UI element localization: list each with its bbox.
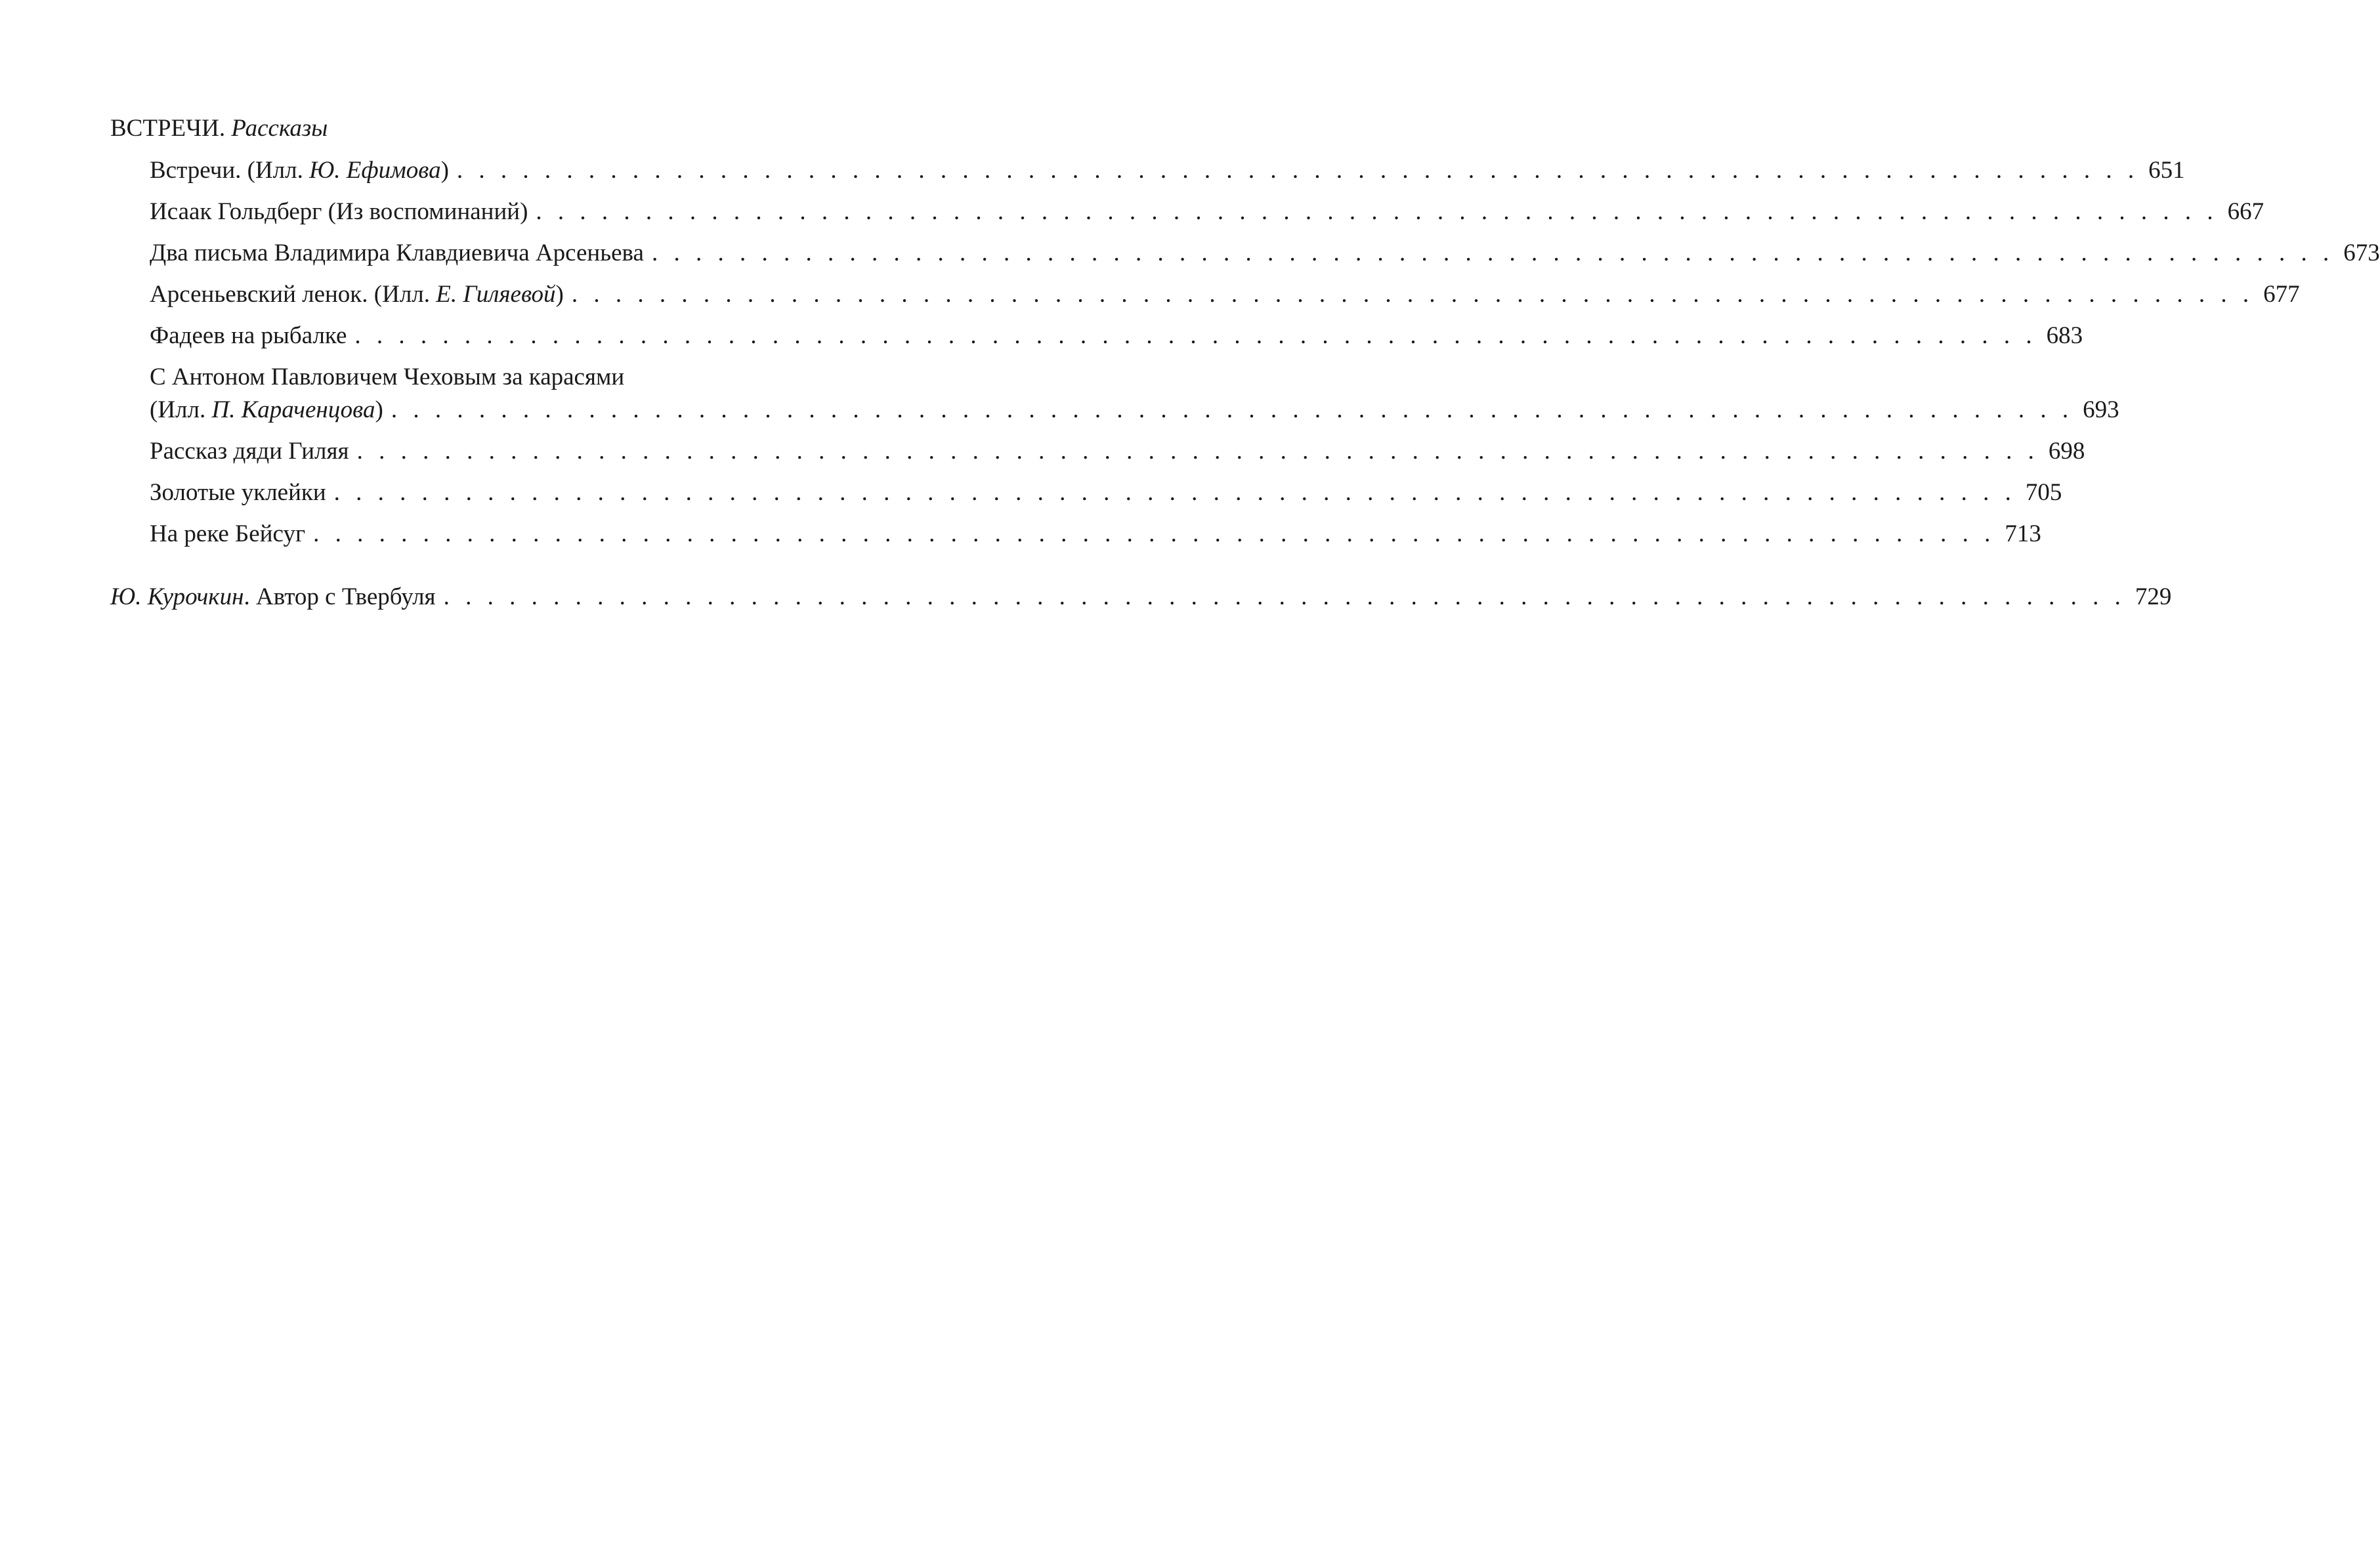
entry-page-number: 651 [2148, 157, 2185, 184]
entry-title: Два письма Владимира Клавдиевича Арсеньева [150, 240, 644, 266]
section-heading [110, 113, 865, 144]
dot-leader: . . . . . . . . . . . . . . . . . . . . . . . . . . . . . . . . . . . . . . . . . . . . . . . . . . . . . . . . . . . . . . . . . . . . . . . . . . . . . [354, 322, 2037, 349]
section-title: ВСТРЕЧИ. [110, 115, 226, 142]
list-item[interactable] [150, 154, 2185, 187]
afterword-entry[interactable] [110, 581, 2172, 614]
table-of-contents [110, 113, 2380, 614]
entry-title: Золотые уклейки [150, 479, 326, 506]
afterword-page-number: 729 [2135, 583, 2172, 610]
entry-title: На реке Бейсуг [150, 520, 306, 547]
list-item[interactable] [150, 196, 2264, 228]
entry-list [150, 154, 2380, 551]
entry-title: (Илл. П. Караченцова) [150, 396, 383, 423]
entry-page-number: 667 [2227, 198, 2264, 225]
dot-leader: . . . . . . . . . . . . . . . . . . . . . . . . . . . . . . . . . . . . . . . . . . . . . . . . . . . . . . . . . . . . . . . . . . . . . . . . . . . . . [571, 281, 2254, 308]
dot-leader: . . . . . . . . . . . . . . . . . . . . . . . . . . . . . . . . . . . . . . . . . . . . . . . . . . . . . . . . . . . . . . . . . . . . . . . . . . . . . [356, 438, 2039, 465]
dot-leader: . . . . . . . . . . . . . . . . . . . . . . . . . . . . . . . . . . . . . . . . . . . . . . . . . . . . . . . . . . . . . . . . . . . . . . . . . . . . . [456, 157, 2139, 184]
entry-page-number: 705 [2025, 479, 2062, 506]
list-item[interactable] [150, 278, 2300, 311]
entry-title: Встречи. (Илл. Ю. Ефимова) [150, 157, 449, 184]
dot-leader: . . . . . . . . . . . . . . . . . . . . . . . . . . . . . . . . . . . . . . . . . . . . . . . . . . . . . . . . . . . . . . . . . . . . . . . . . . . . . [391, 396, 2073, 423]
entry-title: Рассказ дяди Гиляя [150, 438, 349, 465]
entry-page-number: 693 [2083, 396, 2119, 423]
dot-leader: . . . . . . . . . . . . . . . . . . . . . . . . . . . . . . . . . . . . . . . . . . . . . . . . . . . . . . . . . . . . . . . . . . . . . . . . . . . . . [313, 520, 1995, 547]
entry-page-number: 713 [2005, 520, 2041, 547]
dot-leader: . . . . . . . . . . . . . . . . . . . . . . . . . . . . . . . . . . . . . . . . . . . . . . . . . . . . . . . . . . . . . . . . . . . . . . . . . . . . . [536, 198, 2219, 225]
section-subtitle: Рассказы [231, 115, 328, 142]
list-item[interactable] [150, 237, 2380, 270]
entry-title-line1: С Антоном Павловичем Чеховым за карасями [150, 364, 625, 390]
entry-title: Арсеньевский ленок. (Илл. Е. Гиляевой) [150, 281, 564, 308]
entry-page-number: 677 [2263, 281, 2300, 308]
entry-title: Исаак Гольдберг (Из воспоминаний) [150, 198, 528, 225]
dot-leader: . . . . . . . . . . . . . . . . . . . . . . . . . . . . . . . . . . . . . . . . . . . . . . . . . . . . . . . . . . . . . . . . . . . . . . . . . . . . . [333, 479, 2016, 506]
list-item[interactable] [150, 361, 2119, 427]
dot-leader: . . . . . . . . . . . . . . . . . . . . . . . . . . . . . . . . . . . . . . . . . . . . . . . . . . . . . . . . . . . . . . . . . . . . . . . . . . . . . [651, 240, 2334, 266]
entry-page-number: 698 [2048, 438, 2085, 465]
list-item[interactable] [150, 476, 2062, 509]
list-item[interactable] [150, 435, 2085, 468]
entry-page-number: 673 [2343, 240, 2380, 266]
afterword-title: Ю. Курочкин. Автор с Твербуля [110, 583, 436, 610]
entry-page-number: 683 [2046, 322, 2083, 349]
afterword-author: Ю. Курочкин [110, 583, 244, 610]
entry-title: Фадеев на рыбалке [150, 322, 347, 349]
list-item[interactable] [150, 320, 2083, 352]
list-item[interactable] [150, 518, 2041, 551]
dot-leader: . . . . . . . . . . . . . . . . . . . . . . . . . . . . . . . . . . . . . . . . . . . . . . . . . . . . . . . . . . . . . . . . . . . . . . . . . . . . . [443, 583, 2126, 610]
